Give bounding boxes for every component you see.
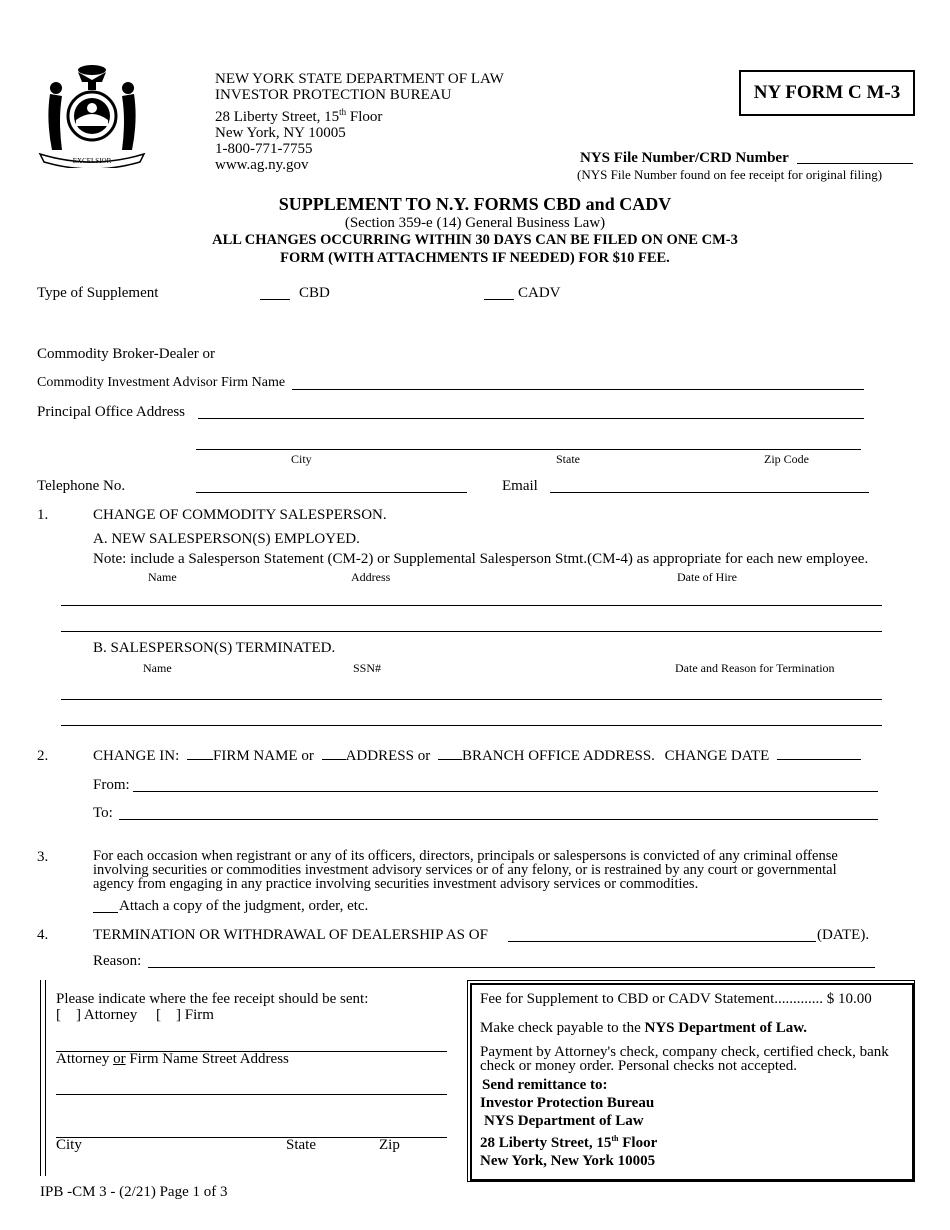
- payment-line-1: Payment by Attorney's check, company check, certified check, bank: [480, 1044, 889, 1060]
- form-instruction-2: FORM (WITH ATTACHMENTS IF NEEDED) FOR $10 FEE.: [280, 250, 670, 266]
- col-address: Address: [351, 570, 391, 584]
- nys-seal-icon: [36, 60, 148, 168]
- from-label: From:: [93, 777, 130, 793]
- street-address: 28 Liberty Street, 15th Floor: [215, 106, 383, 125]
- col-termination-reason: Date and Reason for Termination: [675, 661, 835, 675]
- telephone-field[interactable]: [196, 492, 467, 493]
- remittance-block: [482, 1076, 657, 1170]
- attorney-street-field[interactable]: [56, 1094, 447, 1095]
- section-1-number: 1.: [37, 507, 49, 523]
- file-number-note: (NYS File Number found on fee receipt for original filing): [577, 167, 883, 182]
- attach-check[interactable]: [93, 912, 118, 913]
- to-field[interactable]: [119, 819, 878, 820]
- receipt-prompt: Please indicate where the fee receipt should be sent:: [56, 991, 369, 1007]
- change-date-label: CHANGE DATE: [664, 748, 770, 764]
- city-line: New York, NY 10005: [215, 124, 346, 141]
- receipt-options[interactable]: [ ] Attorney [ ] Firm: [56, 1007, 214, 1023]
- new-salesperson-title: A. NEW SALESPERSON(S) EMPLOYED.: [93, 531, 360, 547]
- email-field[interactable]: [550, 492, 869, 493]
- office-address-label: Principal Office Address: [37, 404, 186, 420]
- seal-motto: EXCELSIOR: [72, 157, 112, 165]
- file-number-field[interactable]: [797, 163, 913, 164]
- email-label: Email: [502, 478, 538, 494]
- payable-line: Make check payable to the NYS Department of Law.: [480, 1020, 808, 1036]
- receipt-city-label: City: [56, 1137, 82, 1153]
- attach-label: Attach a copy of the judgment, order, etc.: [119, 898, 369, 914]
- type-label: Type of Supplement: [37, 285, 159, 301]
- col-name: Name: [148, 570, 177, 584]
- section-4-number: 4.: [37, 927, 49, 943]
- section-3-line-3: agency from engaging in any practice involving securities investment advisory services or commodities.: [93, 876, 699, 892]
- termination-date-field[interactable]: [508, 941, 816, 942]
- firm-name-check[interactable]: [187, 759, 213, 760]
- phone-number: 1-800-771-7755: [215, 141, 313, 158]
- office-address-field[interactable]: [198, 418, 864, 419]
- firm-name-field[interactable]: [292, 389, 864, 390]
- form-title: SUPPLEMENT TO N.Y. FORMS CBD and CADV: [278, 194, 672, 214]
- new-salesperson-note: Note: include a Salesperson Statement (CM-2) or Supplemental Salesperson Stmt.(CM-4) as appropriate for each new employee.: [93, 551, 869, 567]
- address-check[interactable]: [322, 759, 346, 760]
- reason-field[interactable]: [148, 967, 875, 968]
- page-footer: IPB -CM 3 - (2/21) Page 1 of 3: [40, 1184, 228, 1200]
- remit-street: 28 Liberty Street, 15th Floor: [480, 1134, 658, 1151]
- to-label: To:: [93, 805, 113, 821]
- change-in-row: [93, 748, 861, 765]
- terminated-line-1[interactable]: [61, 699, 882, 700]
- receipt-box-border: [40, 980, 46, 1176]
- reason-label: Reason:: [93, 953, 142, 969]
- broker-label: Commodity Broker-Dealer or: [37, 346, 215, 362]
- attorney-address-label: Attorney or Firm Name Street Address: [56, 1051, 289, 1067]
- termination-label: TERMINATION OR WITHDRAWAL OF DEALERSHIP AS OF: [93, 927, 488, 943]
- receipt-state-label: State: [286, 1137, 316, 1153]
- firm-name-option: FIRM NAME or: [213, 748, 314, 764]
- form-instruction-1: ALL CHANGES OCCURRING WITHIN 30 DAYS CAN BE FILED ON ONE CM-3: [212, 232, 738, 248]
- cbd-label: CBD: [299, 285, 330, 301]
- from-field[interactable]: [133, 791, 878, 792]
- cbd-checkbox[interactable]: [260, 299, 290, 300]
- bureau-name: INVESTOR PROTECTION BUREAU: [215, 87, 452, 104]
- branch-option: BRANCH OFFICE ADDRESS.: [461, 748, 655, 764]
- firm-name-label: Commodity Investment Advisor Firm Name: [37, 375, 286, 390]
- section-3-text: [93, 849, 838, 891]
- payment-line-2: check or money order. Personal checks not accepted.: [480, 1058, 797, 1074]
- section-3-line-1: For each occasion when registrant or any of its officers, directors, principals or salespersons is convicted of any criminal offense: [93, 848, 838, 864]
- terminated-line-2[interactable]: [61, 725, 882, 726]
- section-2-number: 2.: [37, 748, 49, 764]
- remit-city: New York, New York 10005: [480, 1153, 656, 1169]
- section-3-line-2: involving securities or commodities investment advisory services or of any felony, or is restrained by any court or governmental: [93, 862, 837, 878]
- form-label-box: [739, 70, 915, 116]
- col-term-name: Name: [143, 661, 172, 675]
- terminated-salesperson-title: B. SALESPERSON(S) TERMINATED.: [93, 640, 336, 656]
- state-label: State: [556, 452, 580, 466]
- form-label: NY FORM C M-3: [753, 82, 901, 103]
- termination-date-label: (DATE).: [817, 927, 870, 943]
- change-in-label: CHANGE IN:: [93, 748, 180, 764]
- payment-methods: [480, 1045, 889, 1073]
- city-label: City: [291, 452, 312, 466]
- new-salesperson-line-1[interactable]: [61, 605, 882, 606]
- address-option: ADDRESS or: [345, 748, 431, 764]
- col-ssn: SSN#: [353, 661, 382, 675]
- remit-label: Send remittance to:: [482, 1077, 608, 1093]
- section-3-number: 3.: [37, 849, 49, 865]
- section-1-title: CHANGE OF COMMODITY SALESPERSON.: [93, 507, 387, 523]
- remit-dept: NYS Department of Law: [484, 1113, 644, 1129]
- telephone-label: Telephone No.: [37, 478, 126, 494]
- change-date-field[interactable]: [777, 759, 861, 760]
- col-date-of-hire: Date of Hire: [677, 570, 737, 584]
- new-salesperson-line-2[interactable]: [61, 631, 882, 632]
- file-number-label: NYS File Number/CRD Number: [580, 150, 789, 166]
- fee-line: Fee for Supplement to CBD or CADV Statement............. $ 10.00: [480, 991, 872, 1007]
- form-section: (Section 359-e (14) General Business Law): [344, 215, 606, 231]
- zip-label: Zip Code: [764, 452, 809, 466]
- cadv-label: CADV: [518, 285, 561, 301]
- city-state-zip-field[interactable]: [196, 449, 861, 450]
- agency-name: NEW YORK STATE DEPARTMENT OF LAW: [215, 71, 504, 87]
- cadv-checkbox[interactable]: [484, 299, 514, 300]
- website: www.ag.ny.gov: [215, 157, 309, 174]
- agency-address: [215, 71, 504, 174]
- receipt-zip-label: Zip: [379, 1137, 400, 1153]
- remit-bureau: Investor Protection Bureau: [480, 1095, 655, 1111]
- branch-check[interactable]: [438, 759, 462, 760]
